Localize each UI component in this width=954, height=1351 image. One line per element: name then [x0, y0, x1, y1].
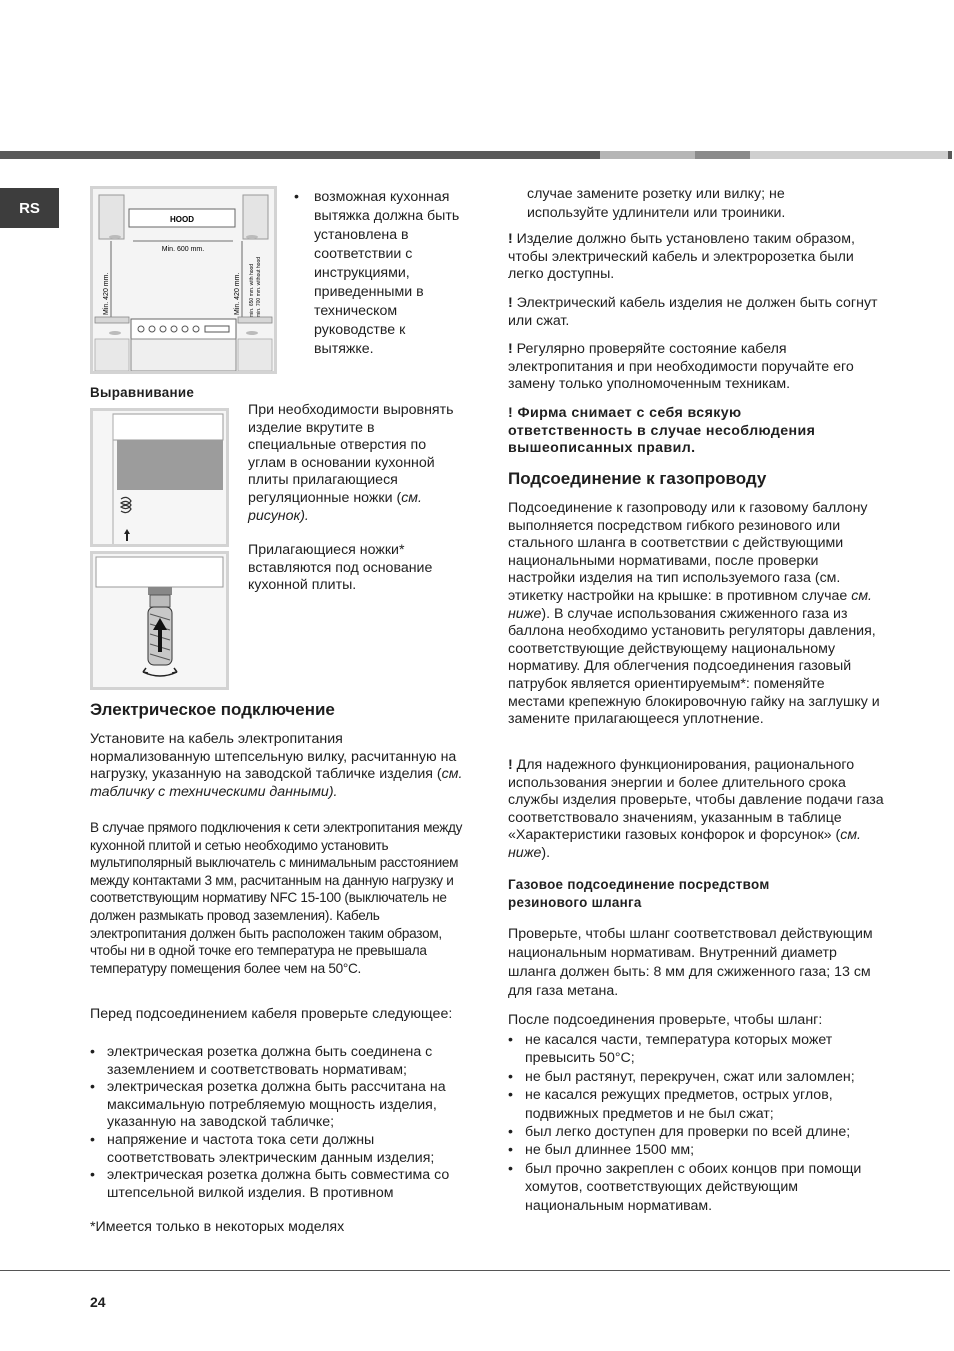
note-inspection-text: Регулярно проверяйте состояние кабеля электропитания и при необходимости поручайте его замену только уполномоченным техникам.	[508, 341, 854, 393]
gas-p2-a: Для надежного функционирования, рационального использования энергии и более длительного срока службы изделия проверьте, чтобы давление подачи газа соответствовало значениям, указанным в таблице «Характеристики газовых конфорок и форсунок» (	[508, 757, 884, 844]
leveling-title: Выравнивание	[90, 385, 195, 400]
exclamation-icon: !	[508, 231, 517, 247]
header-bar-mid	[695, 151, 750, 159]
gas-p1-a: Подсоединение к газопроводу или к газовому баллону выполняется посредством гибкого резинового или стального шланга в соответствии с действующими национальными нормативами, после проверки настройки изделия на тип используемого газа (см. этикетку настройки на крышке: в противном случае	[508, 500, 868, 604]
leveling-text-ref: см. рисунок).	[248, 489, 422, 524]
electric-title: Электрическое подключение	[90, 700, 335, 719]
leveling-text	[248, 402, 460, 525]
exclamation-icon: !	[508, 341, 517, 357]
note-inspection	[508, 341, 878, 394]
legs-text: Прилагающиеся ножки* вставляются под основание кухонной плиты.	[248, 542, 433, 594]
disclaimer	[508, 405, 868, 458]
leveling-figure-top	[90, 408, 229, 547]
min-420-right-label: Min. 420 mm.	[234, 272, 241, 315]
leveling-diagram-top	[93, 411, 226, 544]
note-accessibility-text: Изделие должно быть установлено таким образом, чтобы электрический кабель и электророзетка были легко доступны.	[508, 231, 855, 283]
note-cable	[508, 295, 878, 330]
rubber-check-item: • был прочно закреплен с обоих концов при помощи хомутов, соответствующих действующим национальным нормативам.	[508, 1160, 884, 1215]
header-bar-end	[948, 151, 952, 159]
header-bar-dark	[0, 151, 600, 159]
hood-bullet: • возможная кухонная вытяжка должна быть установлена в соответствии с инструкциями, приведенными в техническом руководстве к вытяжке.	[294, 188, 466, 359]
rubber-check-item: • был легко доступен для проверки по всей длине;	[508, 1123, 884, 1141]
rubber-hose-title: Газовое подсоединение посредством резинового шланга	[508, 877, 770, 910]
gas-paragraph-2	[508, 757, 884, 863]
gas-title: Подсоединение к газопроводу	[508, 469, 767, 488]
min-420-left-label: Min. 420 mm.	[103, 272, 110, 315]
electric-check-item: • напряжение и частота тока сети должны соответствовать электрическим данным изделия;	[90, 1132, 464, 1167]
min-600-label: Min. 600 mm.	[161, 246, 205, 253]
rubber-paragraph-2: После подсоединения проверьте, чтобы шланг:	[508, 1012, 823, 1028]
hood-note-list	[294, 188, 466, 359]
header-bar-light	[600, 151, 695, 159]
language-tab: RS	[0, 188, 59, 228]
hood-label: HOOD	[170, 215, 194, 224]
hood-installation-figure	[90, 186, 277, 374]
gas-p2-ref: см. ниже	[508, 827, 861, 861]
gas-paragraph-1	[508, 500, 884, 729]
exclamation-icon: !	[508, 295, 517, 311]
gas-p1-b: ). В случае использования сжиженного газа из баллона необходимо установить регуляторы давления, соответствующие действующему национальному нормативу. Для облегчения подсоединения газовый патрубок является ориентируемым*: поменяйте местами крепежную блокировочную гайку на заглушку и замените прилагающееся уплотнение.	[508, 605, 880, 728]
note-cable-text: Электрический кабель изделия не должен быть согнут или сжат.	[508, 295, 878, 329]
electric-paragraph-2: В случае прямого подключения к сети электропитания между кухонной плитой и сетью необходимо установить мультиполярный выключатель с минимальным расстоянием между контактами 3 мм, расчитанным на данную нагрузку и соответствующим нормативу NFC 15-100 (выключатель не должен размыкать провод заземления). Кабель электропитания должен быть расположен таким образом, чтобы ни в одной точке его температура не превышала температуру помещения более чем на 50°C.	[90, 820, 463, 976]
electric-paragraph-3: Перед подсоединением кабеля проверьте следующее:	[90, 1006, 453, 1022]
header-bar-lightest	[750, 151, 948, 159]
leveling-diagram-bottom	[93, 554, 226, 687]
disclaimer-text: Фирма снимает с себя всякую ответственность в случае несоблюдения вышеописанных правил.	[508, 405, 816, 457]
electric-p1-main: Установите на кабель электропитания нормализованную штепсельную вилку, расчитанную на нагрузку, указанную на заводской табличке изделия (	[90, 731, 457, 783]
rubber-check-item: • не касался части, температура которых может превысить 50°C;	[508, 1031, 884, 1068]
exclamation-icon: !	[508, 757, 517, 773]
rubber-paragraph-1: Проверьте, чтобы шланг соответствовал действующим национальным нормативам. Внутренний диаметр шланга должен быть: 8 мм для сжиженного газа; 13 см для газа метана.	[508, 926, 873, 999]
footer-divider	[0, 1270, 950, 1271]
electric-paragraph-1	[90, 731, 464, 801]
leveling-figure-bottom	[90, 551, 229, 690]
rubber-checklist	[508, 1031, 884, 1215]
leveling-text-main: При необходимости выровнять изделие вкрутите в специальные отверстия по углам в основании кухонной плиты прилагающиеся регуляционные ножки (	[248, 402, 454, 506]
gas-p1-ref: см. ниже	[508, 587, 872, 622]
rubber-check-item: • не касался режущих предметов, острых углов, подвижных предметов и не был сжат;	[508, 1086, 884, 1123]
page-number: 24	[90, 1294, 106, 1310]
min-700-label: min. 700 mm. without hood	[256, 256, 262, 317]
footnote: *Имеется только в некоторых моделях	[90, 1219, 345, 1235]
rubber-check-item: • не был длиннее 1500 мм;	[508, 1141, 884, 1159]
hood-note	[294, 188, 466, 359]
electric-checklist	[90, 1044, 464, 1202]
min-650-label: min. 650 mm. with hood	[249, 263, 255, 317]
electric-p1-ref: см. табличку с техническими данными).	[90, 766, 463, 800]
continued-text: случае замените розетку или вилку; не используйте удлинители или троиники.	[527, 186, 786, 221]
exclamation-icon: !	[508, 405, 518, 421]
rubber-check-item: • не был растянут, перекручен, сжат или заломлен;	[508, 1068, 884, 1086]
gas-p2-b: ).	[541, 844, 551, 861]
hood-diagram	[93, 189, 274, 371]
electric-check-item: • электрическая розетка должна быть рассчитана на максимальную потребляемую мощность изделия, указанную на заводской табличке;	[90, 1079, 464, 1132]
electric-check-item: • электрическая розетка должна быть соединена с заземлением и соответствовать нормативам;	[90, 1044, 464, 1079]
note-accessibility	[508, 231, 878, 284]
electric-check-item: • электрическая розетка должна быть совместима со штепсельной вилкой изделия. В противном	[90, 1167, 464, 1202]
